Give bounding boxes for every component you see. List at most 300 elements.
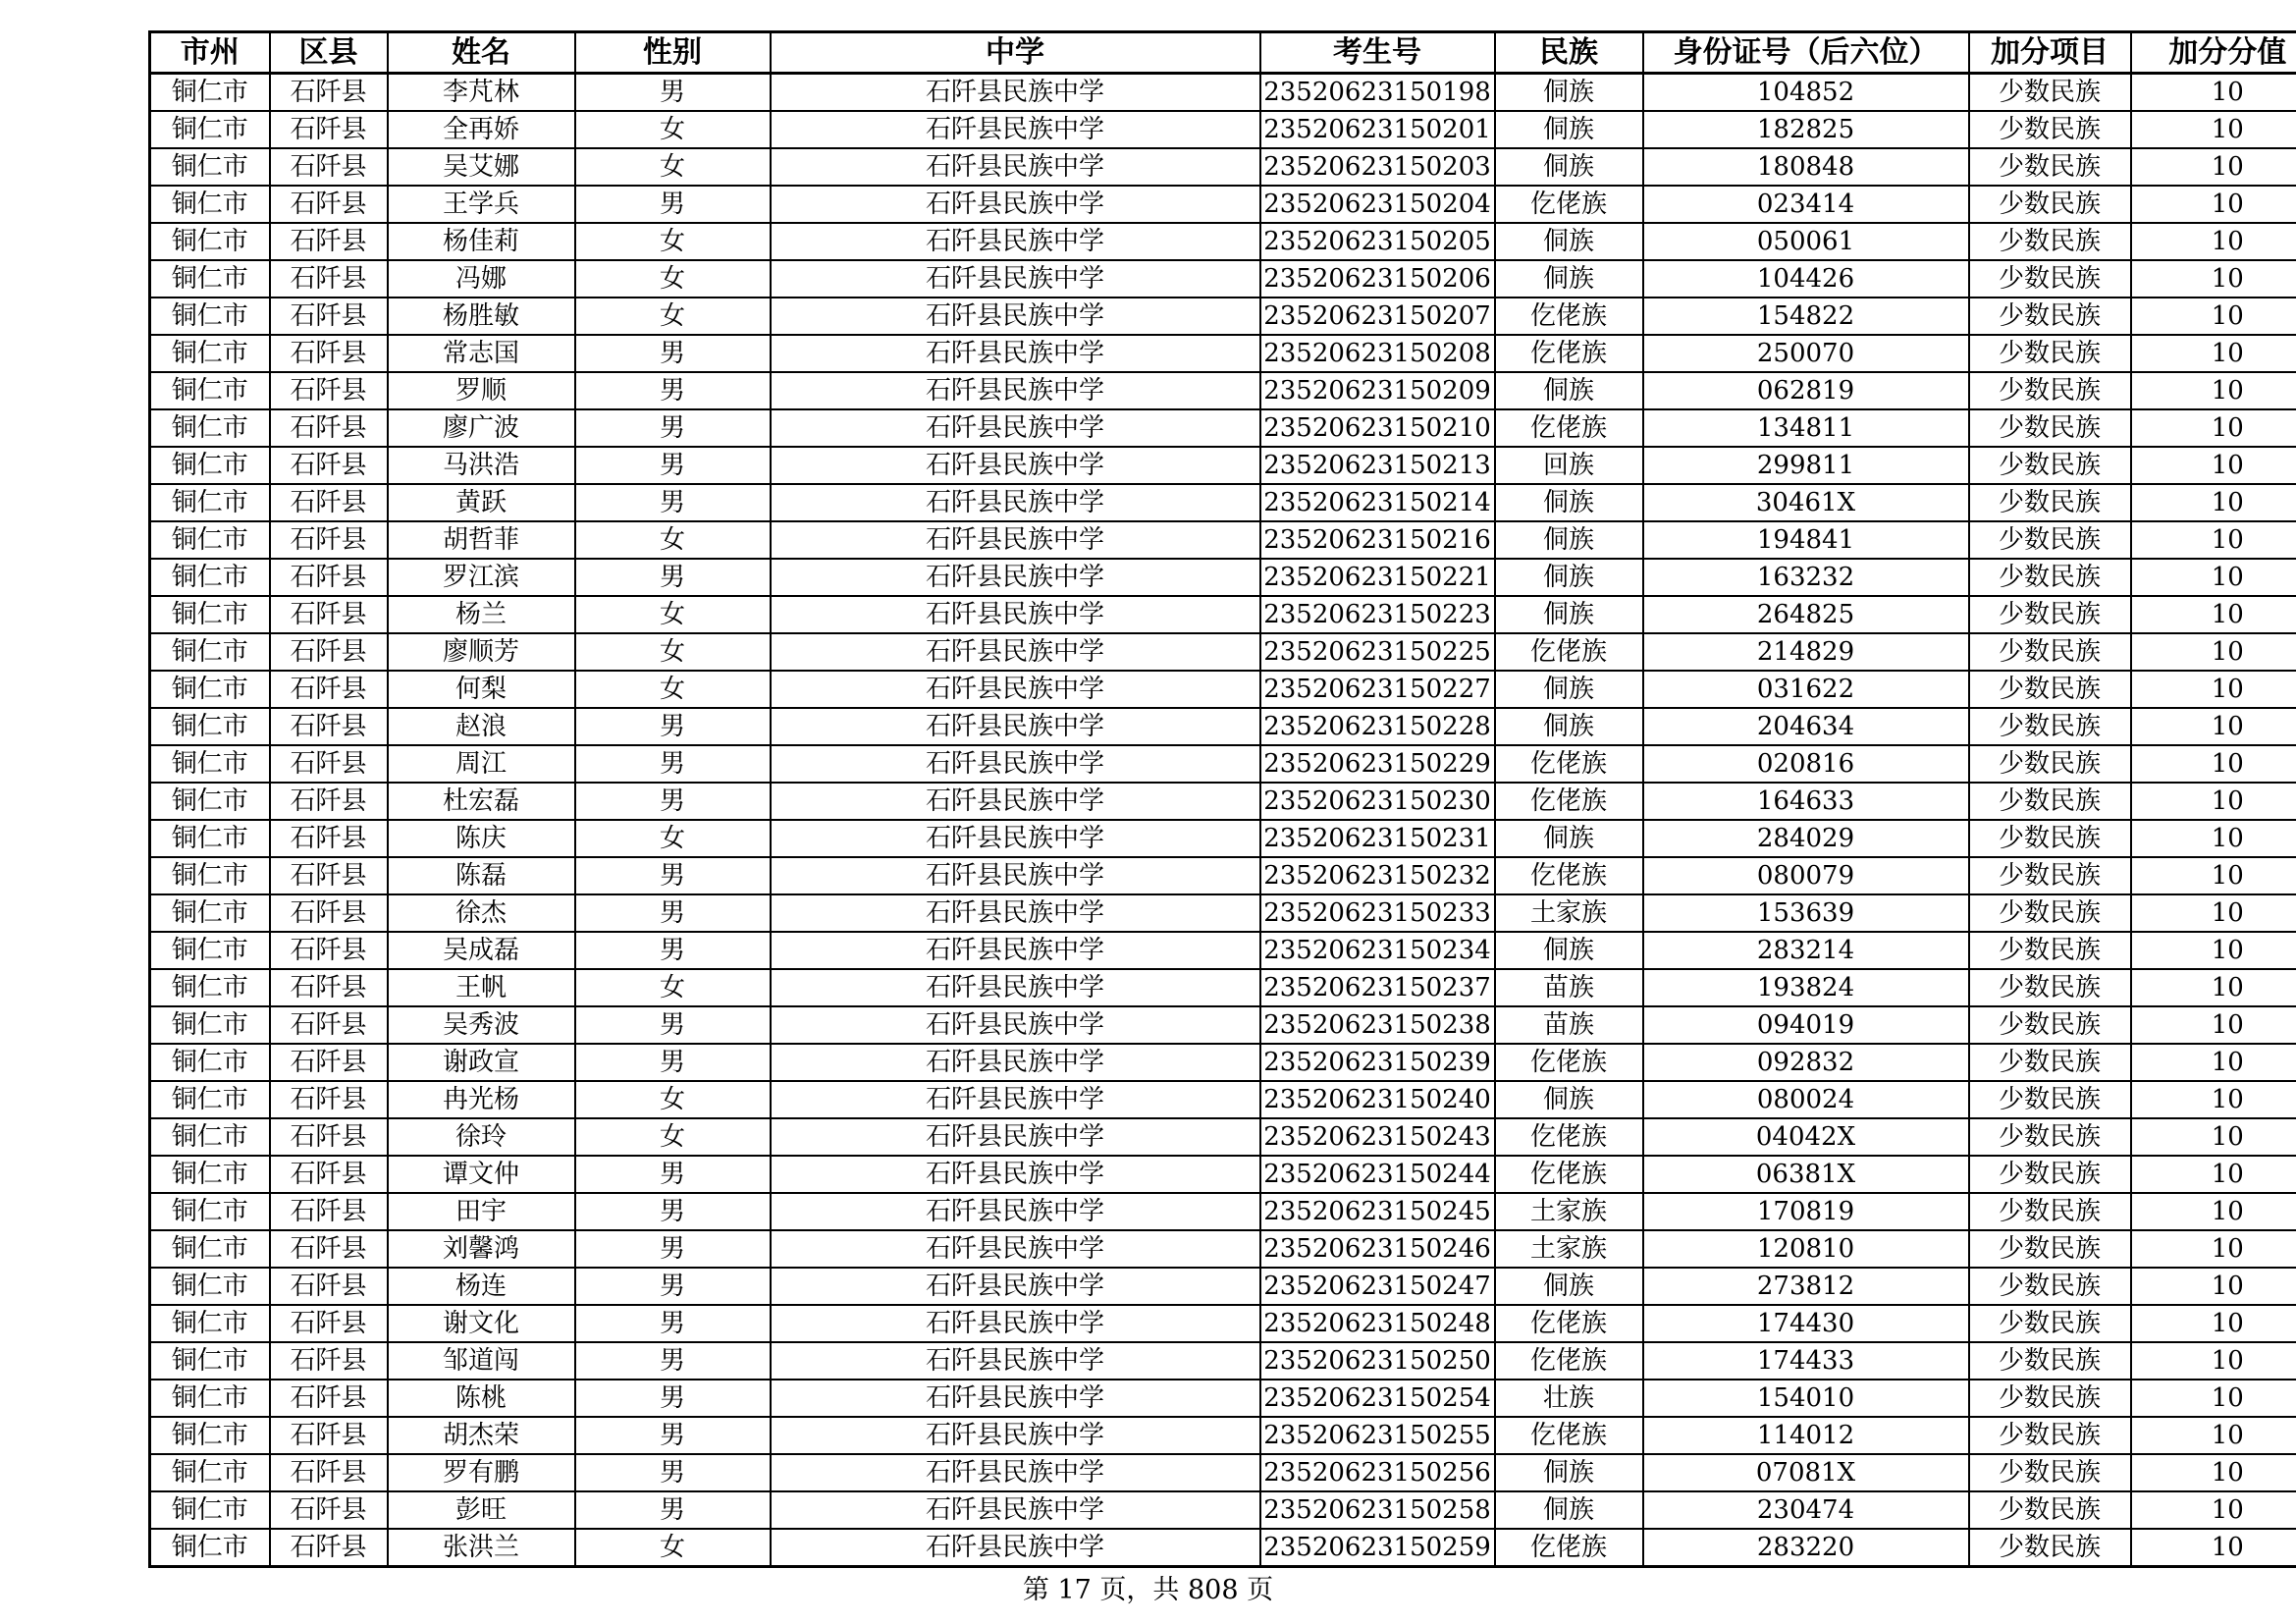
name-cell: 吴秀波 (388, 1006, 575, 1044)
gender-cell: 男 (575, 447, 771, 484)
gender-cell: 女 (575, 820, 771, 857)
county-cell: 石阡县 (270, 708, 388, 745)
bonus-item-cell: 少数民族 (1969, 1118, 2131, 1156)
ethnicity-cell: 仡佬族 (1495, 1529, 1643, 1567)
county-cell: 石阡县 (270, 1380, 388, 1417)
gender-cell: 男 (575, 1193, 771, 1230)
city-cell: 铜仁市 (150, 111, 270, 148)
gender-cell: 女 (575, 1118, 771, 1156)
bonus-value-cell: 10 (2131, 1305, 2296, 1342)
table-row (150, 409, 2296, 447)
bonus-item-cell: 少数民族 (1969, 1491, 2131, 1529)
county-cell: 石阡县 (270, 447, 388, 484)
school-cell: 石阡县民族中学 (771, 894, 1260, 932)
school-cell: 石阡县民族中学 (771, 932, 1260, 969)
table-row (150, 820, 2296, 857)
bonus-value-cell: 10 (2131, 74, 2296, 112)
ethnicity-cell: 苗族 (1495, 1006, 1643, 1044)
gender-cell: 男 (575, 1044, 771, 1081)
id-last-six-cell: 120810 (1643, 1230, 1969, 1268)
bonus-value-cell: 10 (2131, 596, 2296, 633)
name-cell: 冉光杨 (388, 1081, 575, 1118)
name-cell: 徐玲 (388, 1118, 575, 1156)
id-last-six-cell: 080079 (1643, 857, 1969, 894)
gender-cell: 男 (575, 1006, 771, 1044)
school-cell: 石阡县民族中学 (771, 1342, 1260, 1380)
ethnicity-cell: 侗族 (1495, 148, 1643, 186)
table-row (150, 894, 2296, 932)
gender-cell: 女 (575, 111, 771, 148)
exam-number-cell: 23520623150213 (1260, 447, 1495, 484)
ethnicity-cell: 侗族 (1495, 1081, 1643, 1118)
ethnicity-cell: 仡佬族 (1495, 783, 1643, 820)
table-row (150, 1380, 2296, 1417)
ethnicity-cell: 土家族 (1495, 1230, 1643, 1268)
table-row (150, 1081, 2296, 1118)
county-cell: 石阡县 (270, 1193, 388, 1230)
id-last-six-cell: 284029 (1643, 820, 1969, 857)
name-cell: 廖顺芳 (388, 633, 575, 671)
table-row (150, 223, 2296, 260)
city-cell: 铜仁市 (150, 484, 270, 521)
ethnicity-cell: 侗族 (1495, 1268, 1643, 1305)
gender-cell: 男 (575, 894, 771, 932)
page-number-footer: 第 17 页，共 808 页 (1022, 1575, 1274, 1605)
bonus-value-cell: 10 (2131, 745, 2296, 783)
school-cell: 石阡县民族中学 (771, 298, 1260, 335)
county-cell: 石阡县 (270, 186, 388, 223)
county-cell: 石阡县 (270, 74, 388, 112)
city-cell: 铜仁市 (150, 74, 270, 112)
table-row (150, 932, 2296, 969)
school-cell: 石阡县民族中学 (771, 745, 1260, 783)
gender-cell: 女 (575, 148, 771, 186)
id-last-six-cell: 080024 (1643, 1081, 1969, 1118)
name-cell: 邹道闯 (388, 1342, 575, 1380)
exam-number-cell: 23520623150231 (1260, 820, 1495, 857)
bonus-item-cell: 少数民族 (1969, 820, 2131, 857)
gender-cell: 男 (575, 932, 771, 969)
city-cell: 铜仁市 (150, 1118, 270, 1156)
bonus-item-cell: 少数民族 (1969, 857, 2131, 894)
name-cell: 马洪浩 (388, 447, 575, 484)
table-row (150, 74, 2296, 112)
gender-cell: 女 (575, 633, 771, 671)
table-body (150, 74, 2296, 1567)
ethnicity-cell: 回族 (1495, 447, 1643, 484)
bonus-item-cell: 少数民族 (1969, 745, 2131, 783)
city-cell: 铜仁市 (150, 1006, 270, 1044)
name-cell: 陈庆 (388, 820, 575, 857)
county-cell: 石阡县 (270, 1491, 388, 1529)
school-cell: 石阡县民族中学 (771, 1006, 1260, 1044)
bonus-item-cell: 少数民族 (1969, 559, 2131, 596)
ethnicity-cell: 土家族 (1495, 1193, 1643, 1230)
gender-cell: 女 (575, 596, 771, 633)
bonus-item-cell: 少数民族 (1969, 148, 2131, 186)
bonus-value-cell: 10 (2131, 260, 2296, 298)
exam-number-cell: 23520623150201 (1260, 111, 1495, 148)
school-cell: 石阡县民族中学 (771, 708, 1260, 745)
name-cell: 谢文化 (388, 1305, 575, 1342)
name-cell: 张洪兰 (388, 1529, 575, 1567)
bonus-item-cell: 少数民族 (1969, 596, 2131, 633)
bonus-value-cell: 10 (2131, 1006, 2296, 1044)
exam-number-cell: 23520623150240 (1260, 1081, 1495, 1118)
column-header-bonus-item: 加分项目 (1969, 32, 2131, 74)
table-row (150, 745, 2296, 783)
school-cell: 石阡县民族中学 (771, 74, 1260, 112)
bonus-item-cell: 少数民族 (1969, 633, 2131, 671)
id-last-six-cell: 020816 (1643, 745, 1969, 783)
ethnicity-cell: 侗族 (1495, 820, 1643, 857)
city-cell: 铜仁市 (150, 447, 270, 484)
gender-cell: 男 (575, 186, 771, 223)
column-header-bonus-value: 加分分值 (2131, 32, 2296, 74)
exam-number-cell: 23520623150245 (1260, 1193, 1495, 1230)
table-row (150, 186, 2296, 223)
gender-cell: 女 (575, 260, 771, 298)
id-last-six-cell: 07081X (1643, 1454, 1969, 1491)
county-cell: 石阡县 (270, 1305, 388, 1342)
name-cell: 常志国 (388, 335, 575, 372)
table-row (150, 148, 2296, 186)
exam-number-cell: 23520623150221 (1260, 559, 1495, 596)
bonus-item-cell: 少数民族 (1969, 447, 2131, 484)
name-cell: 吴成磊 (388, 932, 575, 969)
gender-cell: 男 (575, 559, 771, 596)
table-row (150, 708, 2296, 745)
bonus-value-cell: 10 (2131, 1118, 2296, 1156)
bonus-value-cell: 10 (2131, 484, 2296, 521)
column-header-exam-number: 考生号 (1260, 32, 1495, 74)
name-cell: 杨胜敏 (388, 298, 575, 335)
bonus-item-cell: 少数民族 (1969, 1417, 2131, 1454)
id-last-six-cell: 170819 (1643, 1193, 1969, 1230)
city-cell: 铜仁市 (150, 894, 270, 932)
id-last-six-cell: 094019 (1643, 1006, 1969, 1044)
table-row (150, 633, 2296, 671)
table-row (150, 671, 2296, 708)
bonus-item-cell: 少数民族 (1969, 1529, 2131, 1567)
bonus-value-cell: 10 (2131, 857, 2296, 894)
table-row (150, 1006, 2296, 1044)
school-cell: 石阡县民族中学 (771, 559, 1260, 596)
name-cell: 胡哲菲 (388, 521, 575, 559)
exam-number-cell: 23520623150198 (1260, 74, 1495, 112)
exam-number-cell: 23520623150225 (1260, 633, 1495, 671)
bonus-item-cell: 少数民族 (1969, 223, 2131, 260)
city-cell: 铜仁市 (150, 969, 270, 1006)
bonus-value-cell: 10 (2131, 1342, 2296, 1380)
gender-cell: 男 (575, 1156, 771, 1193)
bonus-item-cell: 少数民族 (1969, 932, 2131, 969)
ethnicity-cell: 侗族 (1495, 596, 1643, 633)
city-cell: 铜仁市 (150, 1268, 270, 1305)
city-cell: 铜仁市 (150, 1491, 270, 1529)
county-cell: 石阡县 (270, 745, 388, 783)
ethnicity-cell: 侗族 (1495, 372, 1643, 409)
exam-number-cell: 23520623150259 (1260, 1529, 1495, 1567)
table-row (150, 1230, 2296, 1268)
table-row (150, 1342, 2296, 1380)
name-cell: 周江 (388, 745, 575, 783)
county-cell: 石阡县 (270, 1044, 388, 1081)
exam-number-cell: 23520623150210 (1260, 409, 1495, 447)
id-last-six-cell: 273812 (1643, 1268, 1969, 1305)
school-cell: 石阡县民族中学 (771, 1454, 1260, 1491)
name-cell: 徐杰 (388, 894, 575, 932)
exam-number-cell: 23520623150234 (1260, 932, 1495, 969)
school-cell: 石阡县民族中学 (771, 857, 1260, 894)
bonus-value-cell: 10 (2131, 148, 2296, 186)
name-cell: 王帆 (388, 969, 575, 1006)
bonus-value-cell: 10 (2131, 1193, 2296, 1230)
table-row (150, 260, 2296, 298)
exam-number-cell: 23520623150214 (1260, 484, 1495, 521)
name-cell: 田宇 (388, 1193, 575, 1230)
exam-number-cell: 23520623150243 (1260, 1118, 1495, 1156)
table-row (150, 783, 2296, 820)
name-cell: 全再娇 (388, 111, 575, 148)
city-cell: 铜仁市 (150, 633, 270, 671)
ethnicity-cell: 侗族 (1495, 74, 1643, 112)
gender-cell: 男 (575, 783, 771, 820)
city-cell: 铜仁市 (150, 1380, 270, 1417)
gender-cell: 男 (575, 1491, 771, 1529)
ethnicity-cell: 侗族 (1495, 1454, 1643, 1491)
county-cell: 石阡县 (270, 671, 388, 708)
school-cell: 石阡县民族中学 (771, 260, 1260, 298)
table-row (150, 484, 2296, 521)
bonus-value-cell: 10 (2131, 298, 2296, 335)
ethnicity-cell: 壮族 (1495, 1380, 1643, 1417)
county-cell: 石阡县 (270, 932, 388, 969)
school-cell: 石阡县民族中学 (771, 1118, 1260, 1156)
city-cell: 铜仁市 (150, 820, 270, 857)
gender-cell: 女 (575, 521, 771, 559)
id-last-six-cell: 153639 (1643, 894, 1969, 932)
name-cell: 谭文仲 (388, 1156, 575, 1193)
bonus-item-cell: 少数民族 (1969, 335, 2131, 372)
county-cell: 石阡县 (270, 372, 388, 409)
id-last-six-cell: 06381X (1643, 1156, 1969, 1193)
ethnicity-cell: 侗族 (1495, 521, 1643, 559)
bonus-item-cell: 少数民族 (1969, 186, 2131, 223)
county-cell: 石阡县 (270, 1454, 388, 1491)
exam-number-cell: 23520623150238 (1260, 1006, 1495, 1044)
ethnicity-cell: 仡佬族 (1495, 186, 1643, 223)
exam-number-cell: 23520623150237 (1260, 969, 1495, 1006)
student-bonus-table (148, 30, 2296, 1568)
bonus-item-cell: 少数民族 (1969, 298, 2131, 335)
bonus-item-cell: 少数民族 (1969, 1156, 2131, 1193)
bonus-value-cell: 10 (2131, 1417, 2296, 1454)
column-header-county: 区县 (270, 32, 388, 74)
city-cell: 铜仁市 (150, 1156, 270, 1193)
id-last-six-cell: 250070 (1643, 335, 1969, 372)
exam-number-cell: 23520623150216 (1260, 521, 1495, 559)
bonus-value-cell: 10 (2131, 1081, 2296, 1118)
exam-number-cell: 23520623150228 (1260, 708, 1495, 745)
ethnicity-cell: 侗族 (1495, 708, 1643, 745)
county-cell: 石阡县 (270, 969, 388, 1006)
table-row (150, 298, 2296, 335)
gender-cell: 女 (575, 1081, 771, 1118)
id-last-six-cell: 154822 (1643, 298, 1969, 335)
gender-cell: 男 (575, 857, 771, 894)
gender-cell: 男 (575, 335, 771, 372)
name-cell: 罗江滨 (388, 559, 575, 596)
id-last-six-cell: 214829 (1643, 633, 1969, 671)
gender-cell: 男 (575, 409, 771, 447)
county-cell: 石阡县 (270, 596, 388, 633)
school-cell: 石阡县民族中学 (771, 1417, 1260, 1454)
school-cell: 石阡县民族中学 (771, 1044, 1260, 1081)
county-cell: 石阡县 (270, 820, 388, 857)
school-cell: 石阡县民族中学 (771, 596, 1260, 633)
ethnicity-cell: 侗族 (1495, 223, 1643, 260)
name-cell: 杨兰 (388, 596, 575, 633)
exam-number-cell: 23520623150205 (1260, 223, 1495, 260)
school-cell: 石阡县民族中学 (771, 969, 1260, 1006)
bonus-item-cell: 少数民族 (1969, 1044, 2131, 1081)
column-header-name: 姓名 (388, 32, 575, 74)
city-cell: 铜仁市 (150, 148, 270, 186)
name-cell: 王学兵 (388, 186, 575, 223)
bonus-item-cell: 少数民族 (1969, 1006, 2131, 1044)
name-cell: 李芃林 (388, 74, 575, 112)
id-last-six-cell: 174430 (1643, 1305, 1969, 1342)
county-cell: 石阡县 (270, 1081, 388, 1118)
bonus-item-cell: 少数民族 (1969, 1454, 2131, 1491)
ethnicity-cell: 仡佬族 (1495, 409, 1643, 447)
bonus-item-cell: 少数民族 (1969, 484, 2131, 521)
school-cell: 石阡县民族中学 (771, 820, 1260, 857)
school-cell: 石阡县民族中学 (771, 633, 1260, 671)
table-row (150, 596, 2296, 633)
bonus-value-cell: 10 (2131, 372, 2296, 409)
school-cell: 石阡县民族中学 (771, 1529, 1260, 1567)
exam-number-cell: 23520623150206 (1260, 260, 1495, 298)
bonus-value-cell: 10 (2131, 1491, 2296, 1529)
id-last-six-cell: 299811 (1643, 447, 1969, 484)
school-cell: 石阡县民族中学 (771, 1193, 1260, 1230)
id-last-six-cell: 230474 (1643, 1491, 1969, 1529)
id-last-six-cell: 023414 (1643, 186, 1969, 223)
column-header-city: 市州 (150, 32, 270, 74)
gender-cell: 男 (575, 1342, 771, 1380)
exam-number-cell: 23520623150223 (1260, 596, 1495, 633)
city-cell: 铜仁市 (150, 596, 270, 633)
table-row (150, 372, 2296, 409)
name-cell: 罗顺 (388, 372, 575, 409)
column-header-ethnicity: 民族 (1495, 32, 1643, 74)
city-cell: 铜仁市 (150, 372, 270, 409)
bonus-value-cell: 10 (2131, 447, 2296, 484)
city-cell: 铜仁市 (150, 409, 270, 447)
bonus-item-cell: 少数民族 (1969, 1380, 2131, 1417)
table-row (150, 1118, 2296, 1156)
table-row (150, 969, 2296, 1006)
county-cell: 石阡县 (270, 335, 388, 372)
name-cell: 彭旺 (388, 1491, 575, 1529)
id-last-six-cell: 163232 (1643, 559, 1969, 596)
exam-number-cell: 23520623150246 (1260, 1230, 1495, 1268)
gender-cell: 女 (575, 1529, 771, 1567)
exam-number-cell: 23520623150204 (1260, 186, 1495, 223)
id-last-six-cell: 164633 (1643, 783, 1969, 820)
table-row (150, 447, 2296, 484)
id-last-six-cell: 283214 (1643, 932, 1969, 969)
ethnicity-cell: 仡佬族 (1495, 633, 1643, 671)
city-cell: 铜仁市 (150, 260, 270, 298)
gender-cell: 男 (575, 1454, 771, 1491)
city-cell: 铜仁市 (150, 1342, 270, 1380)
table-row (150, 1417, 2296, 1454)
name-cell: 杨连 (388, 1268, 575, 1305)
city-cell: 铜仁市 (150, 186, 270, 223)
id-last-six-cell: 104426 (1643, 260, 1969, 298)
school-cell: 石阡县民族中学 (771, 1230, 1260, 1268)
bonus-value-cell: 10 (2131, 894, 2296, 932)
table-row (150, 1529, 2296, 1567)
id-last-six-cell: 180848 (1643, 148, 1969, 186)
table-row (150, 857, 2296, 894)
gender-cell: 女 (575, 671, 771, 708)
table-row (150, 559, 2296, 596)
county-cell: 石阡县 (270, 1268, 388, 1305)
gender-cell: 男 (575, 372, 771, 409)
city-cell: 铜仁市 (150, 223, 270, 260)
ethnicity-cell: 仡佬族 (1495, 857, 1643, 894)
county-cell: 石阡县 (270, 1006, 388, 1044)
name-cell: 吴艾娜 (388, 148, 575, 186)
ethnicity-cell: 仡佬族 (1495, 335, 1643, 372)
city-cell: 铜仁市 (150, 1454, 270, 1491)
gender-cell: 女 (575, 223, 771, 260)
gender-cell: 男 (575, 708, 771, 745)
county-cell: 石阡县 (270, 260, 388, 298)
exam-number-cell: 23520623150209 (1260, 372, 1495, 409)
county-cell: 石阡县 (270, 1342, 388, 1380)
bonus-item-cell: 少数民族 (1969, 1305, 2131, 1342)
name-cell: 陈桃 (388, 1380, 575, 1417)
city-cell: 铜仁市 (150, 671, 270, 708)
table-row (150, 1268, 2296, 1305)
id-last-six-cell: 104852 (1643, 74, 1969, 112)
name-cell: 杨佳莉 (388, 223, 575, 260)
gender-cell: 男 (575, 1230, 771, 1268)
table-row (150, 335, 2296, 372)
school-cell: 石阡县民族中学 (771, 671, 1260, 708)
id-last-six-cell: 193824 (1643, 969, 1969, 1006)
id-last-six-cell: 134811 (1643, 409, 1969, 447)
bonus-value-cell: 10 (2131, 671, 2296, 708)
city-cell: 铜仁市 (150, 783, 270, 820)
bonus-item-cell: 少数民族 (1969, 671, 2131, 708)
id-last-six-cell: 182825 (1643, 111, 1969, 148)
school-cell: 石阡县民族中学 (771, 1156, 1260, 1193)
table-row (150, 1305, 2296, 1342)
school-cell: 石阡县民族中学 (771, 783, 1260, 820)
county-cell: 石阡县 (270, 111, 388, 148)
ethnicity-cell: 侗族 (1495, 671, 1643, 708)
name-cell: 廖广波 (388, 409, 575, 447)
id-last-six-cell: 114012 (1643, 1417, 1969, 1454)
bonus-item-cell: 少数民族 (1969, 111, 2131, 148)
city-cell: 铜仁市 (150, 559, 270, 596)
